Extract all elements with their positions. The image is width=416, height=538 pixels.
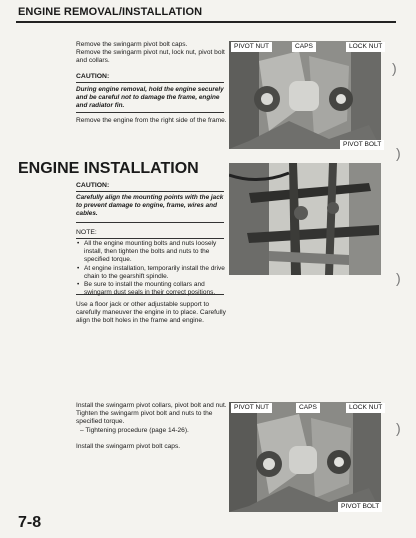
note-item: • At engine installation, temporarily install the drive chain to the gearshift spindle. xyxy=(76,265,228,281)
top-label-caps: CAPS xyxy=(292,42,316,52)
binding-mark: ) xyxy=(392,60,397,76)
installation-caution-bottom-rule xyxy=(76,222,224,223)
removal-line-nut: Remove the swingarm pivot nut, lock nut, pivot bolt and collars. xyxy=(76,49,225,65)
bottom-line-caps: Install the swingarm pivot bolt caps. xyxy=(76,442,181,450)
bottom-line-tighten: Tighten the swingarm pivot bolt and nuts to the specified torque. xyxy=(76,410,213,426)
middle-figure-photo xyxy=(229,163,381,275)
installation-caution-rule xyxy=(76,191,224,192)
top-label-pivot-bolt: PIVOT BOLT xyxy=(340,140,384,150)
removal-line-caps: Remove the swingarm pivot bolt caps. xyxy=(76,41,188,48)
note-item: • All the engine mounting bolts and nuts loosely install, then tighten the bolts and nuts to the specified torque. xyxy=(76,240,228,265)
bottom-label-lock-nut: LOCK NUT xyxy=(346,403,385,413)
installation-caution-text: Carefully align the mounting points with the jack to prevent damage to engine, frame, wires and cables. xyxy=(76,194,224,218)
bottom-line-procedure: – Tightening procedure (page 14-26). xyxy=(80,426,189,434)
removal-paragraph xyxy=(76,41,228,66)
binding-mark: ) xyxy=(396,145,401,161)
top-figure-photo xyxy=(229,41,381,149)
removal-caution-text: During engine removal, hold the engine securely and be careful not to damage the frame, engine and radiator fin. xyxy=(76,86,224,110)
note-item: • Be sure to install the mounting collars and swingarm dust seals in their correct positions. xyxy=(76,281,228,297)
binding-mark: ) xyxy=(396,270,401,286)
bottom-line-install: Install the swingarm pivot collars, pivot bolt and nut. xyxy=(76,402,227,409)
top-label-lock-nut: LOCK NUT xyxy=(346,42,385,52)
installation-note-rule xyxy=(76,238,224,239)
page-header-title: ENGINE REMOVAL/INSTALLATION xyxy=(18,6,203,18)
installation-note-label: NOTE: xyxy=(76,229,97,236)
bottom-paragraph xyxy=(76,402,230,451)
removal-caution-label: CAUTION: xyxy=(76,73,110,80)
bottom-label-pivot-nut: PIVOT NUT xyxy=(231,403,272,413)
removal-final-text: Remove the engine from the right side of the frame. xyxy=(76,117,227,124)
installation-section-title: ENGINE INSTALLATION xyxy=(18,160,199,177)
installation-note-list xyxy=(76,240,228,297)
page-number: 7-8 xyxy=(18,514,42,531)
removal-caution-rule xyxy=(76,82,224,83)
installation-jack-text: Use a floor jack or other adjustable support to carefully maneuver the engine in to place. Carefully align the bolt holes in the frame and engine. xyxy=(76,301,226,325)
installation-note-bottom-rule xyxy=(76,294,224,295)
binding-mark: ) xyxy=(396,420,401,436)
bottom-figure-photo xyxy=(229,402,381,512)
top-label-pivot-nut: PIVOT NUT xyxy=(231,42,272,52)
removal-caution-bottom-rule xyxy=(76,112,224,113)
bottom-label-caps: CAPS xyxy=(296,403,320,413)
header-divider xyxy=(16,21,396,23)
installation-caution-label: CAUTION: xyxy=(76,182,110,189)
bottom-label-pivot-bolt: PIVOT BOLT xyxy=(338,502,382,512)
